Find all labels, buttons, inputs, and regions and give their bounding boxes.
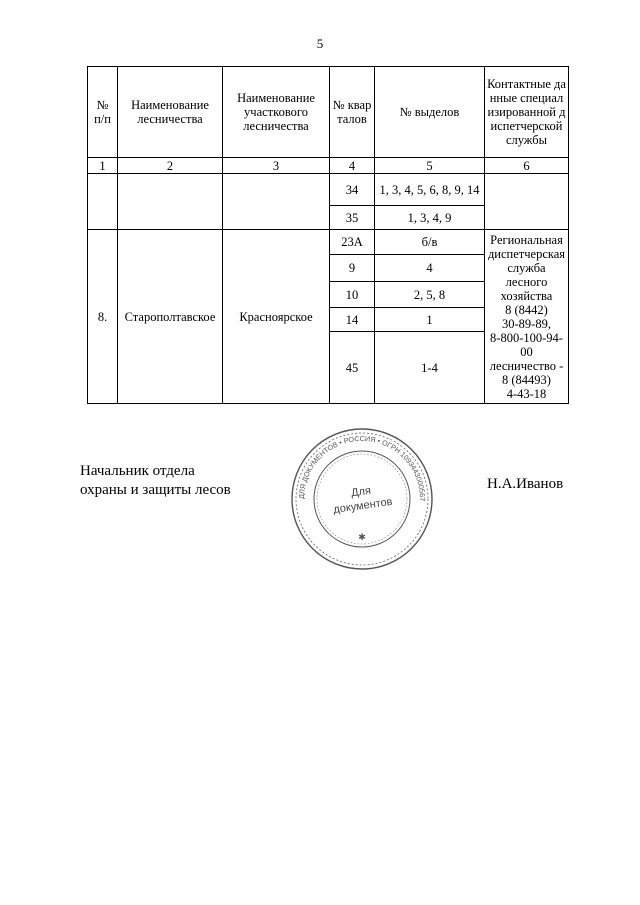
header-lesnichestvo: Наименование лесничества: [118, 67, 223, 158]
contacts-cell: [485, 230, 569, 404]
kvartal-cell: 14: [330, 308, 375, 332]
column-number: 4: [330, 158, 375, 174]
uchastkovoe-cell: Красноярское: [223, 230, 330, 404]
empty-cell: [223, 174, 330, 230]
contact-line: лесного хозяйства: [500, 274, 553, 303]
table-row: [88, 174, 569, 206]
header-uchastkovoe: Наименование участкового лесничества: [223, 67, 330, 158]
kvartal-cell: 45: [330, 332, 375, 404]
table-row: [88, 230, 569, 255]
contact-line: 30-89-89,: [502, 316, 551, 331]
column-number: 2: [118, 158, 223, 174]
header-kvartal: № кварталов: [330, 67, 375, 158]
lesnichestvo-cell: Старополтавское: [118, 230, 223, 404]
contact-line: 4-43-18: [506, 386, 547, 401]
vydely-cell: 1: [375, 308, 485, 332]
contact-line: 8-800-100-94-00: [490, 330, 563, 359]
column-number: 1: [88, 158, 118, 174]
column-number: 3: [223, 158, 330, 174]
stamp-center-line: Для: [350, 484, 372, 500]
kvartal-cell: 23А: [330, 230, 375, 255]
vydely-cell: б/в: [375, 230, 485, 255]
contact-line: лесничество -: [489, 358, 564, 373]
empty-cell: [118, 174, 223, 230]
position-line: Начальник отдела: [80, 463, 195, 479]
contact-line: 8 (8442): [505, 302, 548, 317]
header-contacts: Контактные данные специализированной диспетчерской службы: [485, 67, 569, 158]
kvartal-cell: 34: [330, 174, 375, 206]
forestry-table: [87, 66, 569, 404]
header-row: [88, 67, 569, 158]
column-number-row: [88, 158, 569, 174]
position-line: охраны и защиты лесов: [80, 482, 231, 498]
stamp-center-line: документов: [332, 495, 394, 517]
empty-cell: [485, 174, 569, 230]
kvartal-cell: 35: [330, 206, 375, 230]
kvartal-cell: 9: [330, 255, 375, 282]
empty-cell: [88, 174, 118, 230]
column-number: 6: [485, 158, 569, 174]
header-number: № п/п: [88, 67, 118, 158]
vydely-cell: 4: [375, 255, 485, 282]
vydely-cell: 1, 3, 4, 9: [375, 206, 485, 230]
kvartal-cell: 10: [330, 282, 375, 308]
vydely-cell: 2, 5, 8: [375, 282, 485, 308]
column-number: 5: [375, 158, 485, 174]
row-number-cell: 8.: [88, 230, 118, 404]
page-number: 5: [316, 36, 324, 51]
vydely-cell: 1, 3, 4, 5, 6, 8, 9, 14: [375, 174, 485, 206]
signer-name: Н.А.Иванов: [487, 476, 564, 492]
vydely-cell: 1-4: [375, 332, 485, 404]
signature-position: [80, 462, 231, 500]
header-vydely: № выделов: [375, 67, 485, 158]
stamp-seal: [288, 425, 436, 573]
contact-line: Региональная диспетчерская служба: [487, 232, 566, 275]
contact-line: 8 (84493): [502, 372, 551, 387]
star-icon: ✱: [358, 532, 366, 542]
stamp-ring-text: ДЛЯ ДОКУМЕНТОВ • РОССИЯ • ОГРН 1093443000567: [296, 433, 428, 502]
